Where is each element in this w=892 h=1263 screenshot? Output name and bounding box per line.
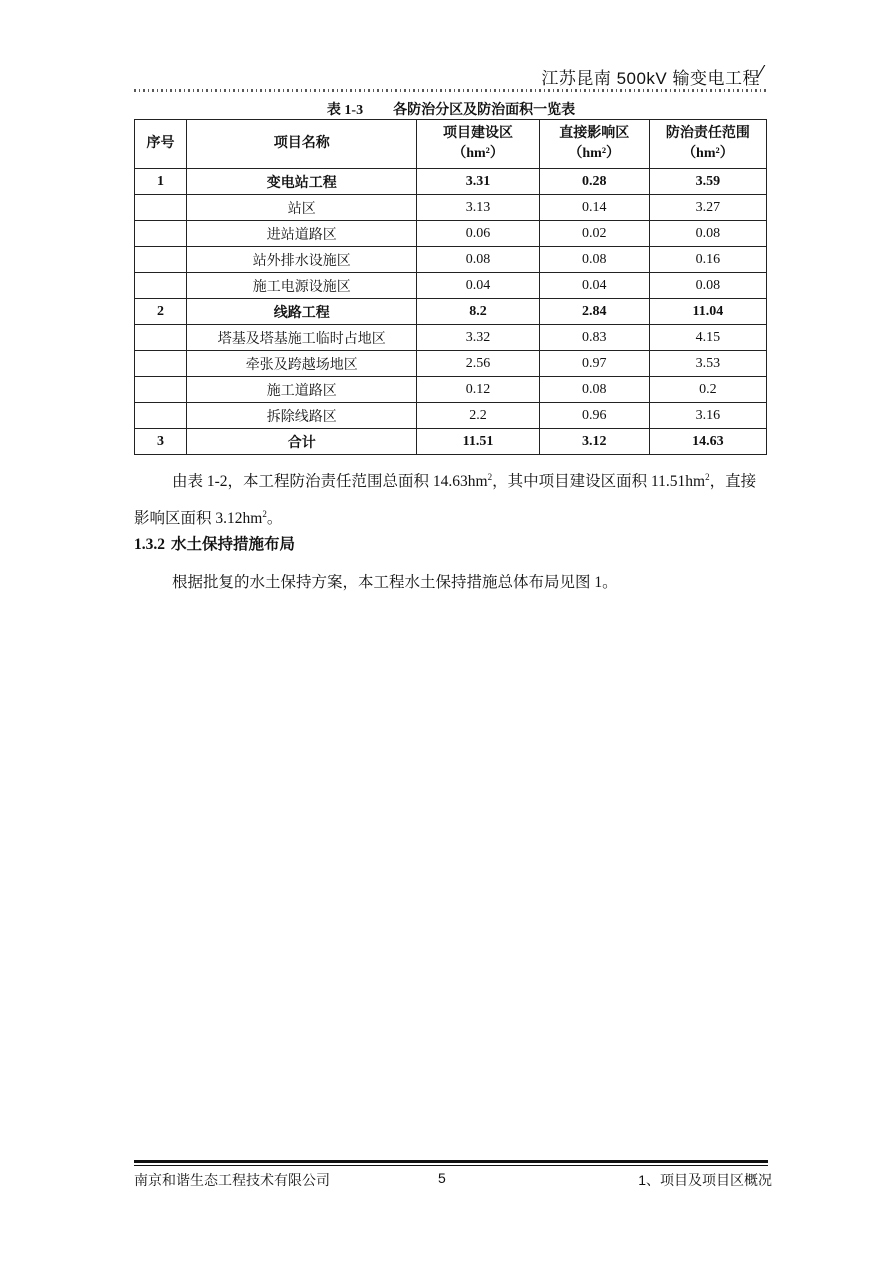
header-no: 序号 xyxy=(135,120,187,169)
cell-name: 站区 xyxy=(187,195,417,221)
table-row xyxy=(135,169,767,195)
cell-direct: 2.84 xyxy=(539,299,649,325)
superscript-2: 2 xyxy=(262,509,267,519)
superscript-2: 2 xyxy=(487,472,493,482)
table-row xyxy=(135,377,767,403)
table-row xyxy=(135,195,767,221)
header-direct-unit: （hm²） xyxy=(568,146,621,161)
footer-company: 南京和谐生态工程技术有限公司 xyxy=(134,1172,330,1188)
cell-no: 2 xyxy=(135,299,187,325)
cell-construction: 0.06 xyxy=(417,221,539,247)
summary-text-b: ，其中项目建设区面积 11.51hm xyxy=(492,473,706,490)
cell-no xyxy=(135,195,187,221)
cell-name: 变电站工程 xyxy=(187,169,417,195)
cell-no: 3 xyxy=(135,429,187,455)
table-number: 表 1-3 xyxy=(326,103,364,118)
cell-responsibility: 4.15 xyxy=(649,325,766,351)
cell-direct: 0.08 xyxy=(539,377,649,403)
header-direct xyxy=(539,120,649,169)
cell-direct: 0.28 xyxy=(539,169,649,195)
table-row xyxy=(135,351,767,377)
cell-no xyxy=(135,351,187,377)
cell-direct: 0.08 xyxy=(539,247,649,273)
header-title: 江苏昆南 500kV 输变电工程 xyxy=(541,69,760,88)
table-row xyxy=(135,247,767,273)
cell-responsibility: 3.53 xyxy=(649,351,766,377)
cell-responsibility: 14.63 xyxy=(649,429,766,455)
cell-direct: 0.14 xyxy=(539,195,649,221)
header-responsibility-unit: （hm²） xyxy=(682,146,734,161)
cell-construction: 2.56 xyxy=(417,351,539,377)
cell-direct: 0.97 xyxy=(539,351,649,377)
cell-construction: 3.13 xyxy=(417,195,539,221)
cell-no xyxy=(135,273,187,299)
header-slash-mark: ⁄ xyxy=(760,62,764,82)
cell-name: 拆除线路区 xyxy=(187,403,417,429)
header-construction-label: 项目建设区 xyxy=(443,126,514,141)
cell-name: 线路工程 xyxy=(187,299,417,325)
cell-no xyxy=(135,247,187,273)
cell-name: 进站道路区 xyxy=(187,221,417,247)
table-row xyxy=(135,273,767,299)
summary-text-c: ，直接影响区面积 3.12hm xyxy=(134,473,757,527)
section-title: 水土保持措施布局 xyxy=(171,536,296,553)
cell-construction: 8.2 xyxy=(417,299,539,325)
table-row xyxy=(135,403,767,429)
cell-name: 施工道路区 xyxy=(187,377,417,403)
cell-name: 施工电源设施区 xyxy=(187,273,417,299)
table-row xyxy=(135,221,767,247)
header-name: 项目名称 xyxy=(187,120,417,169)
header-rule xyxy=(134,89,768,92)
section-heading xyxy=(134,532,295,554)
summary-paragraph xyxy=(134,461,768,535)
summary-text-a: 由表 1-2，本工程防治责任范围总面积 14.63hm xyxy=(172,473,488,490)
footer-page-number: 5 xyxy=(438,1170,446,1186)
cell-no xyxy=(135,325,187,351)
cell-direct: 0.83 xyxy=(539,325,649,351)
cell-construction: 0.12 xyxy=(417,377,539,403)
prevention-area-table xyxy=(134,119,767,455)
header-construction-unit: （hm²） xyxy=(452,146,504,161)
cell-no: 1 xyxy=(135,169,187,195)
header-responsibility-label: 防治责任范围 xyxy=(665,126,750,141)
cell-responsibility: 0.2 xyxy=(649,377,766,403)
cell-responsibility: 0.16 xyxy=(649,247,766,273)
table-body xyxy=(135,169,767,455)
cell-construction: 11.51 xyxy=(417,429,539,455)
section-number: 1.3.2 xyxy=(134,536,165,553)
cell-construction: 3.32 xyxy=(417,325,539,351)
cell-no xyxy=(135,403,187,429)
cell-construction: 0.08 xyxy=(417,247,539,273)
table-row xyxy=(135,299,767,325)
cell-construction: 0.04 xyxy=(417,273,539,299)
header-responsibility xyxy=(649,120,766,169)
summary-text-d: 。 xyxy=(266,510,283,527)
footer-rule-thin xyxy=(134,1165,768,1166)
cell-responsibility: 11.04 xyxy=(649,299,766,325)
cell-direct: 0.96 xyxy=(539,403,649,429)
header-direct-label: 直接影响区 xyxy=(559,126,630,141)
cell-responsibility: 0.08 xyxy=(649,273,766,299)
cell-responsibility: 3.59 xyxy=(649,169,766,195)
cell-no xyxy=(135,221,187,247)
layout-paragraph: 根据批复的水土保持方案，本工程水土保持措施总体布局见图 1。 xyxy=(172,574,618,591)
table-row xyxy=(135,429,767,455)
cell-no xyxy=(135,377,187,403)
cell-construction: 3.31 xyxy=(417,169,539,195)
table-header-row xyxy=(135,120,767,169)
cell-responsibility: 3.27 xyxy=(649,195,766,221)
cell-name: 塔基及塔基施工临时占地区 xyxy=(187,325,417,351)
cell-responsibility: 0.08 xyxy=(649,221,766,247)
cell-name: 站外排水设施区 xyxy=(187,247,417,273)
table-title: 各防治分区及防治面积一览表 xyxy=(393,103,576,118)
cell-responsibility: 3.16 xyxy=(649,403,766,429)
cell-construction: 2.2 xyxy=(417,403,539,429)
superscript-2: 2 xyxy=(705,472,710,482)
cell-direct: 0.02 xyxy=(539,221,649,247)
cell-direct: 0.04 xyxy=(539,273,649,299)
cell-name: 牵张及跨越场地区 xyxy=(187,351,417,377)
table-row xyxy=(135,325,767,351)
footer-chapter: 1、项目及项目区概况 xyxy=(638,1172,772,1188)
cell-direct: 3.12 xyxy=(539,429,649,455)
cell-name: 合计 xyxy=(187,429,417,455)
header-construction xyxy=(417,120,539,169)
table-caption xyxy=(134,99,768,119)
footer-rule-thick xyxy=(134,1160,768,1163)
